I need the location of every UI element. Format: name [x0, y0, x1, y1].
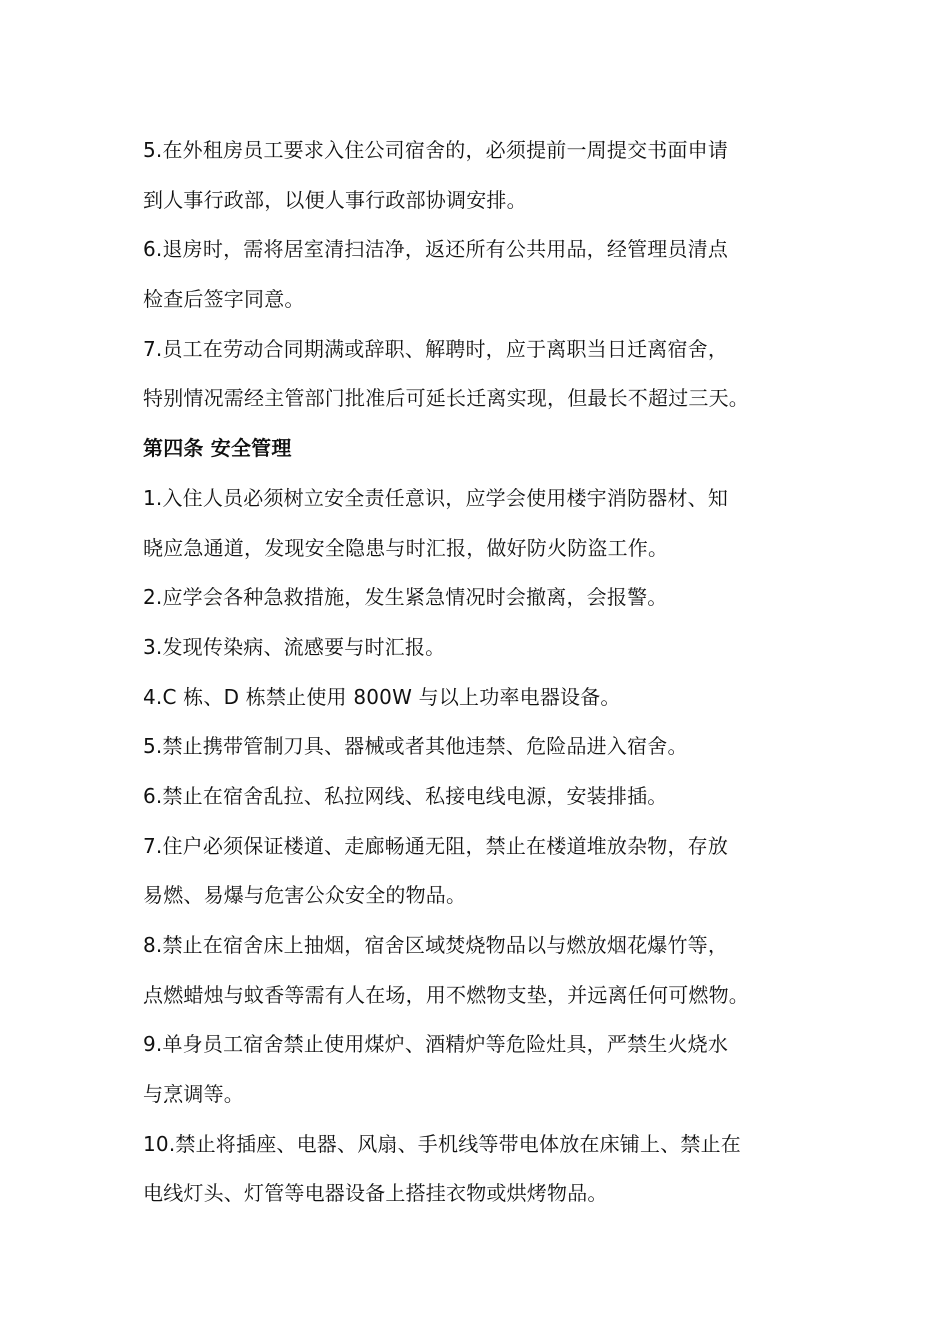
- text-line: 特别情况需经主管部门批准后可延长迁离实现，但最长不超过三天。: [143, 386, 749, 411]
- text-line: 5.禁止携带管制刀具、器械或者其他违禁、危险品进入宿舍。: [143, 734, 688, 759]
- text-line: 检查后签字同意。: [143, 287, 305, 312]
- text-line: 电线灯头、灯管等电器设备上搭挂衣物或烘烤物品。: [143, 1181, 608, 1206]
- text-line: 7.住户必须保证楼道、走廊畅通无阻，禁止在楼道堆放杂物，存放: [143, 833, 729, 858]
- text-line: 5.在外租房员工要求入住公司宿舍的，必须提前一周提交书面申请: [143, 138, 729, 162]
- text-line: 与烹调等。: [143, 1082, 244, 1107]
- text-line: 6.退房时，需将居室清扫洁净，返还所有公共用品，经管理员清点: [143, 237, 729, 262]
- text-line: 晓应急通道，发现安全隐患与时汇报，做好防火防盗工作。: [143, 535, 669, 560]
- document-page: [143, 126, 813, 1219]
- text-line: 9.单身员工宿舍禁止使用煤炉、酒精炉等危险灶具，严禁生火烧水: [143, 1032, 729, 1057]
- text-line: 1.入住人员必须树立安全责任意识，应学会使用楼宇消防器材、知: [143, 485, 729, 510]
- section-heading: 第四条 安全管理: [143, 436, 292, 461]
- text-line: 10.禁止将插座、电器、风扇、手机线等带电体放在床铺上、禁止在: [143, 1131, 742, 1156]
- text-line: 到人事行政部，以便人事行政部协调安排。: [143, 187, 527, 212]
- text-line: 8.禁止在宿舍床上抽烟，宿舍区域焚烧物品以与燃放烟花爆竹等，: [143, 933, 729, 957]
- text-line: 6.禁止在宿舍乱拉、私拉网线、私接电线电源，安装排插。: [143, 783, 668, 808]
- text-line: 3.发现传染病、流感要与时汇报。: [143, 634, 446, 659]
- text-line: 点燃蜡烛与蚊香等需有人在场，用不燃物支垫，并远离任何可燃物。: [143, 982, 749, 1007]
- text-line: 4.C 栋、D 栋禁止使用 800W 与以上功率电器设备。: [143, 684, 621, 709]
- text-line: 易燃、易爆与危害公众安全的物品。: [143, 883, 467, 908]
- text-line: 7.员工在劳动合同期满或辞职、解聘时，应于离职当日迁离宿舍，: [143, 336, 729, 361]
- text-line: 2.应学会各种急救措施，发生紧急情况时会撤离，会报警。: [143, 585, 668, 610]
